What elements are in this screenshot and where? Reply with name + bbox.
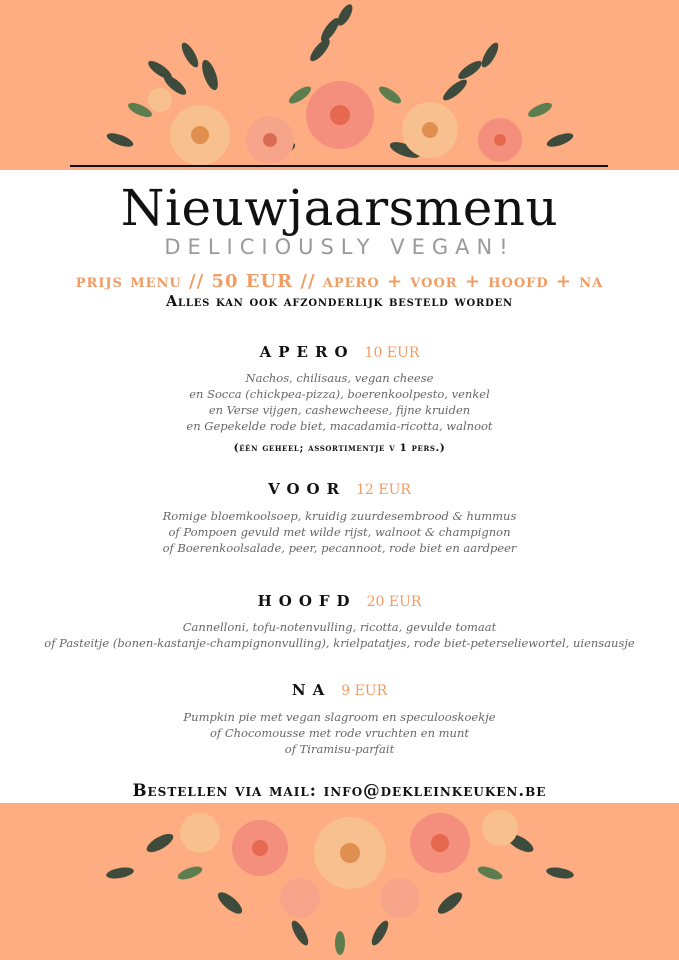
section-hoofd-price: 20 EUR — [366, 594, 422, 610]
menu-item: en Socca (chickpea-pizza), boerenkoolpesto, venkel — [189, 387, 490, 401]
menu-item: of Chocomousse met rode vruchten en munt — [209, 726, 469, 740]
section-na-heading — [0, 680, 679, 701]
section-hoofd-name: HOOFD — [257, 592, 357, 610]
menu-item: Nachos, chilisaus, vegan cheese — [245, 371, 434, 385]
bottom-floral-band — [0, 803, 679, 960]
section-apero-items — [0, 370, 679, 434]
menu-item: Romige bloemkoolsoep, kruidig zuurdesembrood & hummus — [162, 509, 517, 523]
menu-item: of Pompoen gevuld met wilde rijst, walnoot & champignon — [168, 525, 511, 539]
menu-price-line: prijs menu // 50 EUR // apero + voor + hoofd + na — [75, 271, 604, 292]
menu-item: of Pasteitje (bonen-kastanje-champignonvulling), krielpatatjes, rode biet-peterseliewortel, uiensausje — [44, 636, 635, 650]
section-hoofd-heading — [0, 591, 679, 612]
section-voor-price: 12 EUR — [356, 482, 411, 498]
section-voor-items — [0, 508, 679, 556]
section-apero-note: (één geheel; assortimentje v 1 pers.) — [233, 442, 446, 454]
section-na-items — [0, 709, 679, 757]
top-floral-illustration — [0, 0, 679, 170]
bottom-floral-illustration — [0, 803, 679, 960]
menu-item: Pumpkin pie met vegan slagroom en speculooskoekje — [183, 710, 496, 724]
order-contact-line: Bestellen via mail: info@dekleinkeuken.be — [132, 781, 547, 800]
section-hoofd-items — [0, 619, 679, 651]
top-floral-band — [0, 0, 679, 170]
menu-item: en Gepekelde rode biet, macadamia-ricotta, walnoot — [186, 419, 493, 433]
section-apero-price: 10 EUR — [364, 345, 420, 361]
section-apero-heading — [0, 342, 679, 363]
section-na-price: 9 EUR — [341, 683, 388, 699]
menu-subtitle: DELICIOUSLY VEGAN! — [164, 235, 515, 259]
section-voor-name: VOOR — [268, 480, 347, 498]
menu-item: of Boerenkoolsalade, peer, pecannoot, rode biet en aardpeer — [162, 541, 517, 555]
section-na-name: NA — [291, 681, 332, 699]
top-divider — [70, 165, 608, 167]
section-voor-heading — [0, 479, 679, 500]
menu-item: of Tiramisu-parfait — [284, 742, 395, 756]
menu-title: Nieuwjaarsmenu — [120, 179, 559, 237]
section-apero-name: APERO — [259, 343, 355, 361]
menu-note-line: Alles kan ook afzonderlijk besteld worden — [166, 293, 513, 310]
menu-item: en Verse vijgen, cashewcheese, fijne kruiden — [208, 403, 471, 417]
menu-item: Cannelloni, tofu-notenvulling, ricotta, gevulde tomaat — [182, 620, 497, 634]
